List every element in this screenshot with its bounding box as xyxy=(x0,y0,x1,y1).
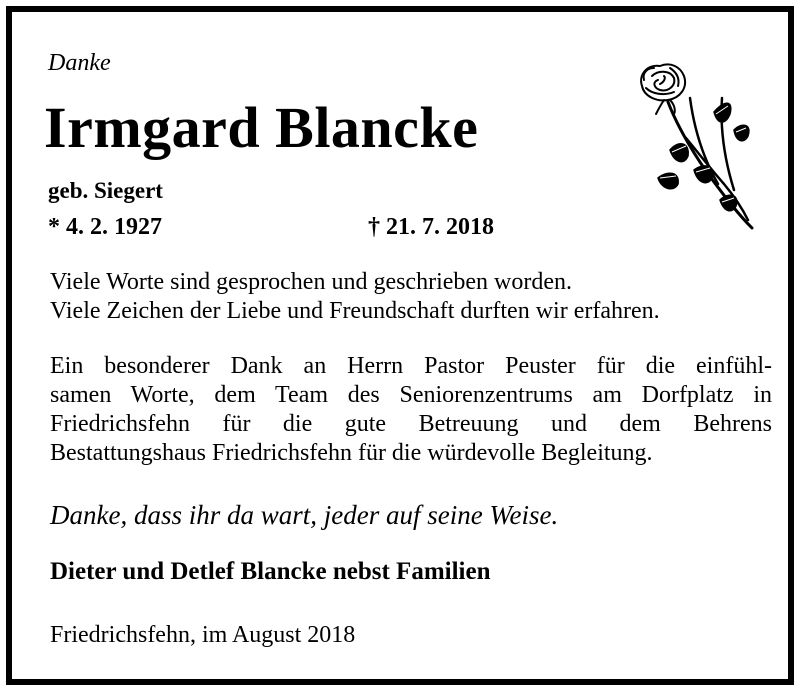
deceased-name: Irmgard Blancke xyxy=(44,95,479,160)
paragraph-line: Friedrichsfehn für die gute Betreuung und dem Behrens xyxy=(50,411,772,437)
birth-date: * 4. 2. 1927 xyxy=(48,214,162,240)
paragraph-line: Ein besonderer Dank an Herrn Pastor Peuster für die einfühl- xyxy=(50,353,772,379)
closing-line: Danke, dass ihr da wart, jeder auf seine Weise. xyxy=(50,500,559,530)
rose-icon xyxy=(630,58,760,230)
death-date: † 21. 7. 2018 xyxy=(368,214,494,240)
thanks-paragraph-1 xyxy=(50,268,660,326)
paragraph-line: Bestattungshaus Friedrichsfehn für die würdevolle Begleitung. xyxy=(50,440,653,466)
place-date: Friedrichsfehn, im August 2018 xyxy=(50,622,356,648)
maiden-name: geb. Siegert xyxy=(48,178,163,203)
intro-text: Danke xyxy=(48,50,111,76)
paragraph-line: Viele Worte sind gesprochen und geschrieben worden. xyxy=(50,269,573,295)
signers: Dieter und Detlef Blancke nebst Familien xyxy=(50,558,491,585)
paragraph-line: Viele Zeichen der Liebe und Freundschaft durften wir erfahren. xyxy=(50,298,660,324)
paragraph-line: samen Worte, dem Team des Seniorenzentrums am Dorfplatz in xyxy=(50,382,772,408)
notice-frame xyxy=(6,6,794,685)
thanks-paragraph-2 xyxy=(50,352,772,468)
